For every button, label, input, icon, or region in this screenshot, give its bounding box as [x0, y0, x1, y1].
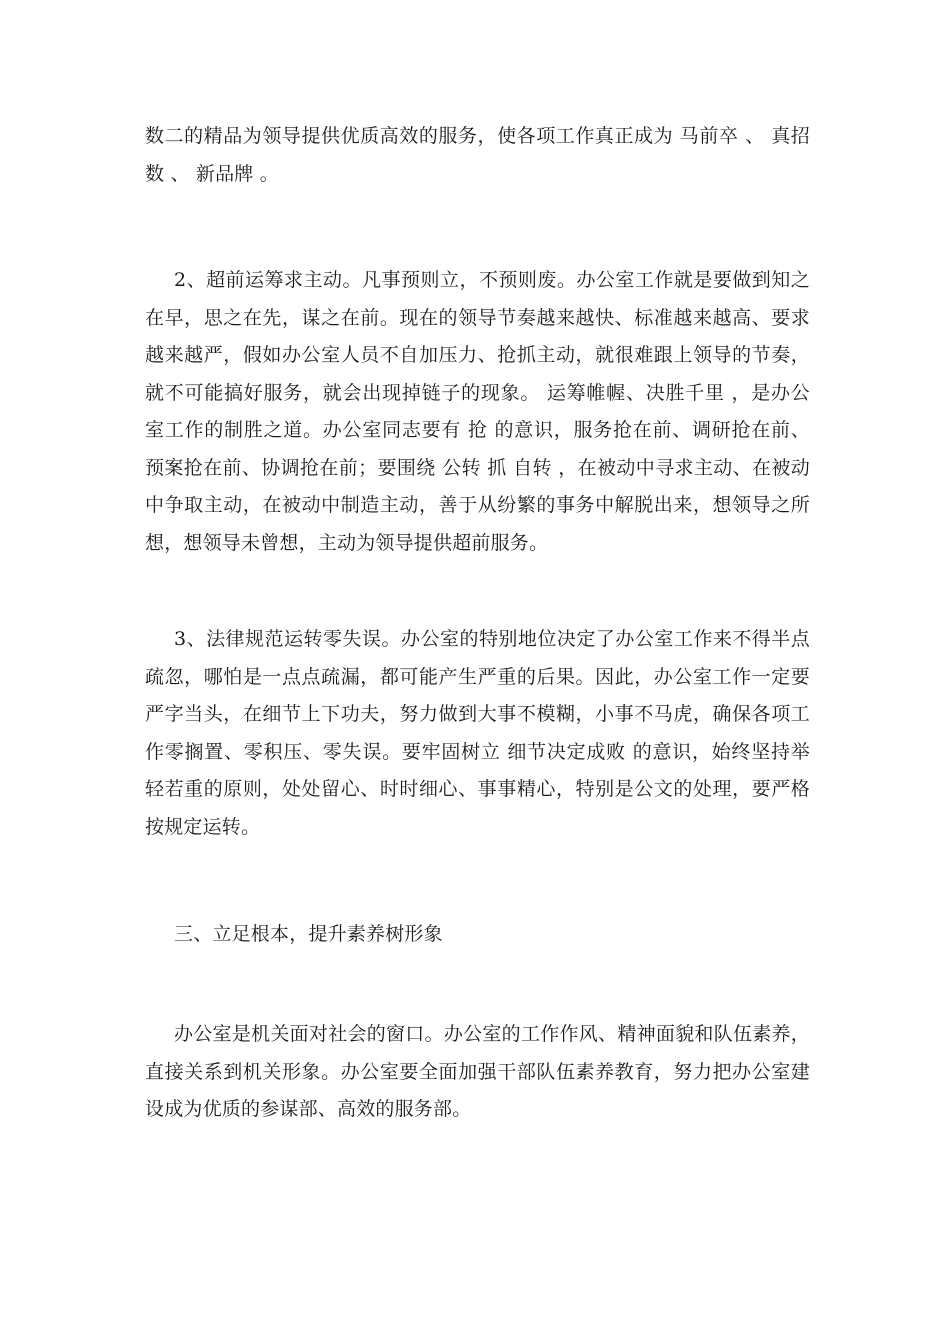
paragraph-zero-error-operation: 3、法律规范运转零失误。办公室的特别地位决定了办公室工作来不得半点疏忽，哪怕是一点点疏漏，都可能产生严重的后果。因此，办公室工作一定要严字当头，在细节上下功夫，努力做到大事不模糊，小事不马虎，确保各项工作零搁置、零积压、零失误。要牢固树立 细节决定成败 的意识，始终坚持举轻若重的原则，处处留心、时时细心、事事精心，特别是公文的处理，要严格按规定运转。: [145, 628, 810, 838]
paragraph-office-image: 办公室是机关面对社会的窗口。办公室的工作作风、精神面貌和队伍素养，直接关系到机关形象。办公室要全面加强干部队伍素养教育，努力把办公室建设成为优质的参谋部、高效的服务部。: [145, 1023, 810, 1120]
paragraph-proactive-planning: 2、超前运筹求主动。凡事预则立，不预则废。办公室工作就是要做到知之在早，思之在先，谋之在前。现在的领导节奏越来越快、标准越来越高、要求越来越严，假如办公室人员不自加压力、抢抓主动，就很难跟上领导的节奏，就不可能搞好服务，就会出现掉链子的现象。 运筹帷幄、决胜千里 ，是办公室工作的制胜之道。办公室同志要有 抢 的意识，服务抢在前、调研抢在前、预案抢在前、协调抢在前；要围绕 公转 抓 自转 ，在被动中寻求主动、在被动中争取主动，在被动中制造主动，善于从纷繁的事务中解脱出来，想领导之所想，想领导未曾想，主动为领导提供超前服务。: [145, 269, 810, 554]
paragraph-continuation: 数二的精品为领导提供优质高效的服务，使各项工作真正成为 马前卒 、 真招数 、 新品牌 。: [145, 125, 810, 185]
section-heading: 三、立足根本，提升素养树形象: [174, 923, 443, 945]
